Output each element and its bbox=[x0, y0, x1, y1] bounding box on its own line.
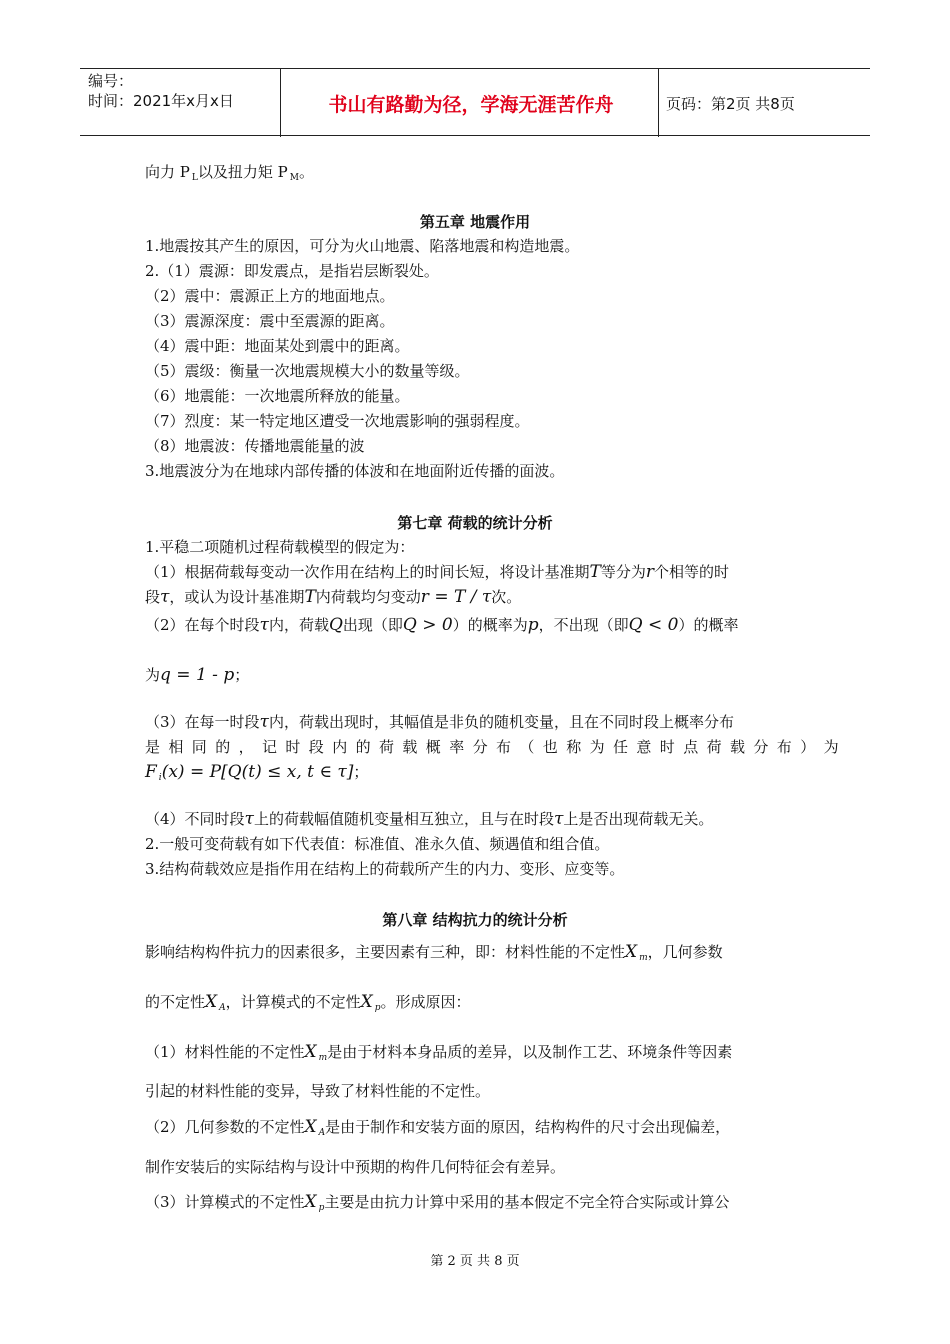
text-run: （4）不同时段 bbox=[145, 810, 245, 828]
math-formula: Q > 0 bbox=[402, 615, 453, 635]
paragraph-line bbox=[145, 942, 723, 968]
intro-text: 。 bbox=[298, 163, 314, 181]
paragraph-line: 3.地震波分为在地球内部传播的体波和在地面附近传播的面波。 bbox=[145, 462, 565, 480]
paragraph-line bbox=[145, 1042, 732, 1068]
math-symbol: p bbox=[527, 615, 539, 635]
paragraph-line bbox=[145, 1192, 729, 1218]
paragraph-line: 引起的材料性能的变异，导致了材料性能的不定性。 bbox=[145, 1082, 491, 1100]
math-symbol: r bbox=[645, 562, 655, 582]
math-subscript: m bbox=[639, 953, 648, 963]
text-run: （2）几何参数的不定性 bbox=[145, 1118, 305, 1136]
text-run: 上是否出现荷载无关。 bbox=[563, 810, 714, 828]
intro-text: 以及扭力矩 P bbox=[197, 163, 288, 181]
text-run: ； bbox=[234, 666, 250, 684]
chapter8-title: 第八章 结构抗力的统计分析 bbox=[382, 911, 568, 929]
paragraph-line bbox=[145, 712, 734, 732]
text-run: 内，荷载出现时，其幅值是非负的随机变量，且在不同时段上概率分布 bbox=[268, 713, 734, 731]
text-run: 影响结构构件抗力的因素很多，主要因素有三种，即：材料性能的不定性 bbox=[145, 943, 626, 961]
paragraph-line bbox=[145, 992, 471, 1018]
math-symbol: X bbox=[304, 1117, 317, 1137]
paragraph-line bbox=[145, 562, 729, 582]
subscript-l: L bbox=[191, 173, 198, 183]
paragraph-line: （8）地震波：传播地震能量的波 bbox=[145, 437, 365, 455]
text-run: （3）计算模式的不定性 bbox=[145, 1193, 305, 1211]
paragraph-line: 制作安装后的实际结构与设计中预期的构件几何特征会有差异。 bbox=[145, 1158, 566, 1176]
math-subscript: A bbox=[318, 1128, 326, 1138]
document-time-label: 时间：2021年x月x日 bbox=[88, 92, 234, 110]
math-formula: r = T / τ bbox=[420, 587, 492, 607]
text-run: ）的概率为 bbox=[452, 616, 528, 634]
math-symbol: Q bbox=[328, 615, 343, 635]
header-page-info: 页码：第2页 共8页 bbox=[666, 94, 795, 113]
text-run: （1）根据荷载每变动一次作用在结构上的时间长短，将设计基准期 bbox=[145, 563, 590, 581]
text-run: 为 bbox=[145, 666, 161, 684]
math-symbol: X bbox=[625, 942, 638, 962]
text-run: 主要是由抗力计算中采用的基本假定不完全符合实际或计算公 bbox=[324, 1193, 730, 1211]
text-run: 上的荷载幅值随机变量相互独立，且与在时段 bbox=[253, 810, 554, 828]
chapter5-title: 第五章 地震作用 bbox=[419, 213, 531, 231]
math-subscript: A bbox=[219, 1003, 226, 1013]
paragraph-line bbox=[145, 587, 521, 607]
math-subscript: m bbox=[318, 1053, 328, 1063]
math-formula: F bbox=[145, 762, 157, 782]
math-symbol: τ bbox=[244, 809, 254, 829]
paragraph-line: 1.平稳二项随机过程荷载模型的假定为： bbox=[145, 538, 415, 556]
paragraph-line: （3）震源深度：震中至震源的距离。 bbox=[145, 312, 395, 330]
math-symbol: T bbox=[304, 587, 316, 607]
math-symbol: X bbox=[360, 992, 373, 1012]
math-symbol: τ bbox=[259, 712, 269, 732]
paragraph-line: （4）震中距：地面某处到震中的距离。 bbox=[145, 337, 410, 355]
math-symbol: τ bbox=[553, 809, 564, 829]
chapter7-title: 第七章 荷载的统计分析 bbox=[397, 514, 553, 532]
page-header bbox=[80, 68, 870, 136]
text-run: （2）在每个时段 bbox=[145, 616, 260, 634]
math-formula: Q < 0 bbox=[628, 615, 679, 635]
math-formula: (x) = P[Q(t) ≤ x, t ∈ τ] bbox=[161, 762, 354, 782]
text-run: ，计算模式的不定性 bbox=[225, 993, 361, 1011]
document-number-label: 编号： bbox=[88, 72, 134, 90]
text-run: ，几何参数 bbox=[647, 943, 723, 961]
text-run: （1）材料性能的不定性 bbox=[145, 1043, 305, 1061]
paragraph-line: 1.地震按其产生的原因，可分为火山地震、陷落地震和构造地震。 bbox=[145, 237, 580, 255]
paragraph-line bbox=[145, 1117, 730, 1143]
text-run: 内荷载均匀变动 bbox=[315, 588, 421, 606]
math-formula: q = 1 - p bbox=[160, 665, 235, 685]
text-run: 是由于制作和安装方面的原因，结构构件的尺寸会出现偏差， bbox=[325, 1118, 731, 1136]
intro-text: 向力 P bbox=[145, 163, 190, 181]
math-symbol: X bbox=[304, 1042, 317, 1062]
paragraph-line: 2.（1）震源：即发震点，是指岩层断裂处。 bbox=[145, 262, 439, 280]
text-run: （3）在每一时段 bbox=[145, 713, 260, 731]
paragraph-line: （7）烈度：某一特定地区遭受一次地震影响的强弱程度。 bbox=[145, 412, 530, 430]
text-run: 内，荷载 bbox=[268, 616, 329, 634]
text-run: ，不出现（即 bbox=[538, 616, 629, 634]
header-motto: 书山有路勤为径，学海无涯苦作舟 bbox=[328, 93, 614, 116]
paragraph-line: （5）震级：衡量一次地震规模大小的数量等级。 bbox=[145, 362, 470, 380]
math-subscript: p bbox=[374, 1003, 381, 1013]
text-run: 是由于材料本身品质的差异，以及制作工艺、环境条件等因素 bbox=[327, 1043, 733, 1061]
paragraph-line bbox=[145, 809, 713, 829]
text-run: ； bbox=[353, 763, 369, 781]
math-subscript: p bbox=[318, 1203, 325, 1213]
paragraph-line: 2.一般可变荷载有如下代表值：标准值、准永久值、频遇值和组合值。 bbox=[145, 835, 610, 853]
paragraph-line: （2）震中：震源正上方的地面地点。 bbox=[145, 287, 395, 305]
paragraph-line: 是相同的，记时段内的荷载概率分布（也称为任意时点荷载分布）为 bbox=[145, 738, 848, 756]
paragraph-line bbox=[145, 615, 738, 635]
intro-line bbox=[145, 162, 314, 188]
text-run: 次。 bbox=[491, 588, 522, 606]
text-run: 的不定性 bbox=[145, 993, 206, 1011]
text-run: 。形成原因： bbox=[380, 993, 471, 1011]
paragraph-line: 3.结构荷载效应是指作用在结构上的荷载所产生的内力、变形、应变等。 bbox=[145, 860, 625, 878]
paragraph-line: （6）地震能：一次地震所释放的能量。 bbox=[145, 387, 410, 405]
page-footer: 第 2 页 共 8 页 bbox=[430, 1254, 520, 1269]
math-symbol: X bbox=[205, 992, 218, 1012]
paragraph-line bbox=[145, 665, 249, 685]
math-symbol: T bbox=[589, 562, 601, 582]
subscript-m: M bbox=[289, 173, 299, 183]
text-run: 段 bbox=[145, 588, 161, 606]
math-symbol: τ bbox=[259, 615, 269, 635]
text-run: 个相等的时 bbox=[654, 563, 730, 581]
header-meta bbox=[88, 71, 234, 111]
paragraph-line bbox=[145, 762, 368, 788]
math-subscript: i bbox=[158, 773, 162, 783]
text-run: 等分为 bbox=[600, 563, 646, 581]
math-symbol: τ bbox=[160, 587, 170, 607]
text-run: ）的概率 bbox=[678, 616, 739, 634]
header-divider bbox=[280, 69, 281, 137]
text-run: ，或认为设计基准期 bbox=[169, 588, 305, 606]
math-symbol: X bbox=[304, 1192, 317, 1212]
text-run: 出现（即 bbox=[342, 616, 403, 634]
